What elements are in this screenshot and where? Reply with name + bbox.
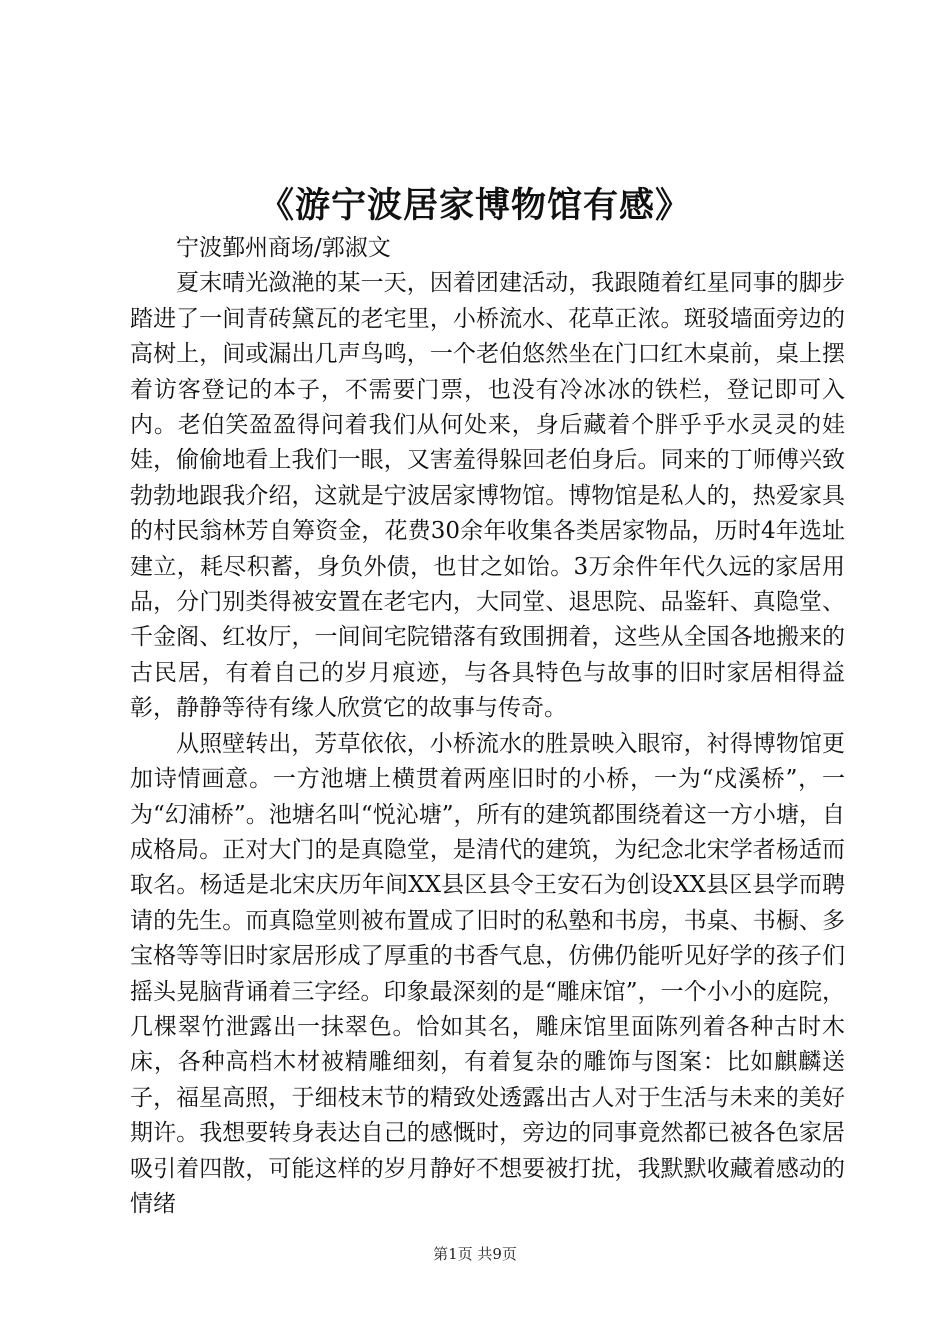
paragraph-2: 从照壁转出，芳草依依，小桥流水的胜景映入眼帘，衬得博物馆更加诗情画意。一方池塘上横贯着两座旧时的小桥，一为“戍溪桥”，一为“幻浦桥”。池塘名叫“悦沁塘”，所有的建筑都围绕着这一方小塘，自成格局。正对大门的是真隐堂，是清代的建筑，为纪念北宋学者杨适而取名。杨适是北宋庆历年间XX县区县令王安石为创设XX县区县学而聘请的先生。而真隐堂则被布置成了旧时的私塾和书房，书桌、书橱、多宝格等等旧时家居形成了厚重的书香气息，仿佛仍能听见好学的孩子们摇头晃脑背诵着三字经。印象最深刻的是“雕床馆”，一个小小的庭院，几棵翠竹泄露出一抹翠色。恰如其名，雕床馆里面陈列着各种古时木床，各种高档木材被精雕细刻，有着复杂的雕饰与图案：比如麒麟送子，福星高照，于细枝末节的精致处透露出古人对于生活与未来的美好期许。我想要转身表达自己的感慨时，旁边的同事竟然都已被各色家居吸引着四散，可能这样的岁月静好不想要被打扰，我默默收藏着感动的情绪 [130,730,845,1217]
document-body [130,231,845,1222]
document-title: 《游宁波居家博物馆有感》 [258,185,691,226]
page-number-footer: 第1页 共9页 [433,1245,517,1263]
byline: 宁波鄞州商场/郭淑文 [176,235,391,261]
paragraph-1: 夏末晴光潋滟的某一天，因着团建活动，我跟随着红星同事的脚步踏进了一间青砖黛瓦的老宅里，小桥流水、花草正浓。斑驳墙面旁边的高树上，间或漏出几声鸟鸣，一个老伯悠然坐在门口红木桌前，桌上摆着访客登记的本子，不需要门票，也没有冷冰冰的铁栏，登记即可入内。老伯笑盈盈得问着我们从何处来，身后藏着个胖乎乎水灵灵的娃娃，偷偷地看上我们一眼，又害羞得躲回老伯身后。同来的丁师傅兴致勃勃地跟我介绍，这就是宁波居家博物馆。博物馆是私人的，热爱家具的村民翁林芳自筹资金，花费30余年收集各类居家物品，历时4年选址建立，耗尽积蓄，身负外债，也甘之如饴。3万余件年代久远的家居用品，分门别类得被安置在老宅内，大同堂、退思院、品鉴轩、真隐堂、千金阁、红妆厅，一间间宅院错落有致围拥着，这些从全国各地搬来的古民居，有着自己的岁月痕迹，与各具特色与故事的旧时家居相得益彰，静静等待有缘人欣赏它的故事与传奇。 [130,270,845,722]
